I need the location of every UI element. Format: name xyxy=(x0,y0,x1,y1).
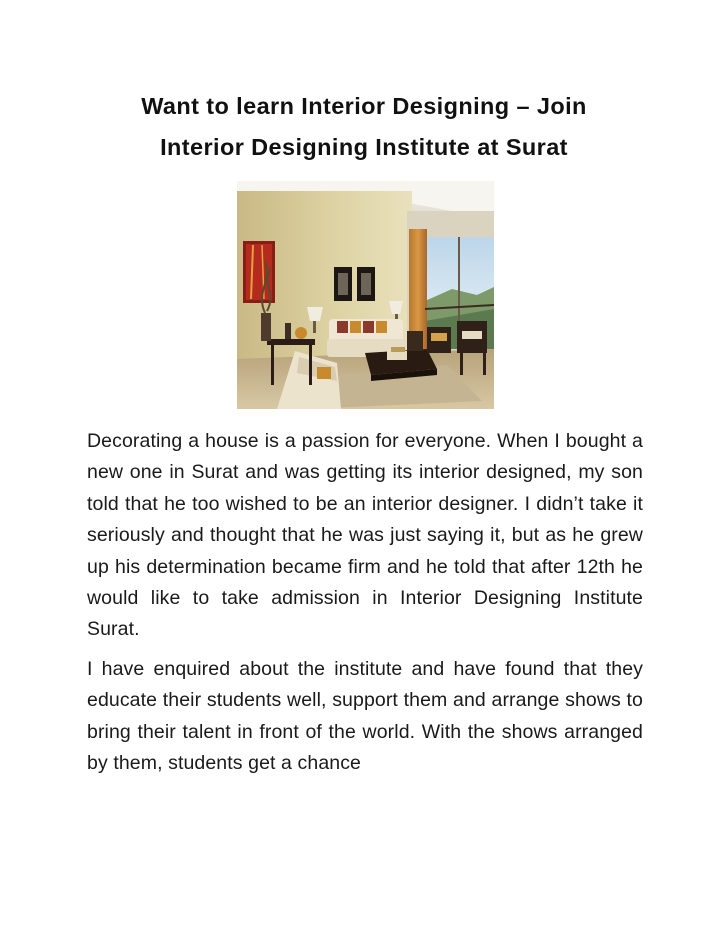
living-room-photo xyxy=(237,181,494,409)
paragraph-1: Decorating a house is a passion for everyone. When I bought a new one in Surat and was getting its interior designed, my son told that he too wished to be an interior designer. I didn’t take it seriously and thought that he was just saying it, but as he grew up his determination became firm and he told that after 12th he would like to take admission in Interior Designing Institute Surat. xyxy=(87,430,643,641)
paragraph-2: I have enquired about the institute and have found that they educate their students well, support them and arrange shows to bring their talent in front of the world. With the shows arranged by them, students get a chance xyxy=(87,657,643,775)
title-line-1: Want to learn Interior Designing – Join xyxy=(141,93,587,119)
document-body xyxy=(87,426,643,787)
document-title xyxy=(60,86,668,168)
title-line-2: Interior Designing Institute at Surat xyxy=(160,134,568,160)
